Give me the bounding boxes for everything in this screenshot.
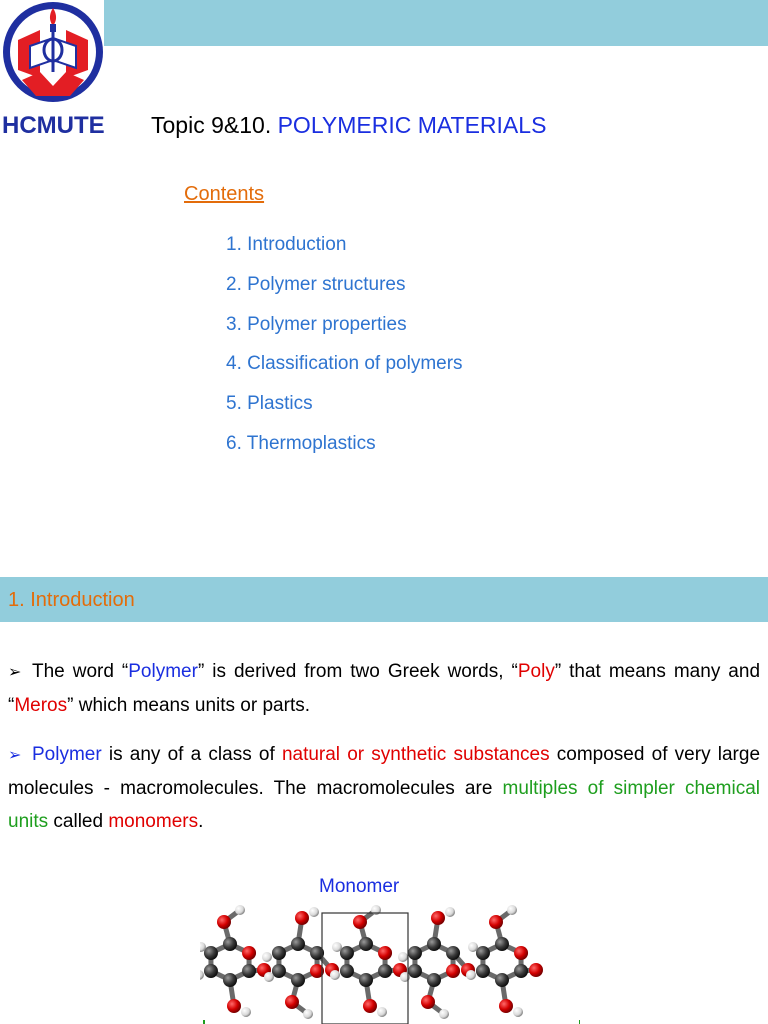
atom — [340, 964, 354, 978]
atom — [309, 907, 319, 917]
atom — [359, 937, 373, 951]
text-run: The word “ — [32, 661, 129, 682]
atom — [272, 964, 286, 978]
atom — [291, 973, 305, 987]
term-natural-synthetic: natural or synthetic substances — [281, 744, 550, 765]
atom — [513, 1007, 523, 1017]
table-of-contents — [226, 233, 463, 472]
atom — [241, 1007, 251, 1017]
term-monomers: monomers — [108, 811, 199, 832]
atom — [295, 911, 309, 925]
atom — [495, 973, 509, 987]
atom — [272, 946, 286, 960]
atom — [340, 946, 354, 960]
toc-item: 2. Polymer structures — [226, 273, 406, 295]
atom — [427, 937, 441, 951]
topic-title: POLYMERIC MATERIALS — [277, 112, 547, 138]
text-run: composed of very large molecules - macromolecules. The macromolecules are — [8, 744, 761, 799]
atom — [377, 1007, 387, 1017]
atom — [466, 970, 476, 980]
bullet-arrow-icon: ➢ — [8, 664, 22, 681]
atom — [291, 937, 305, 951]
text-run: is any of a class of — [101, 744, 282, 765]
text-run: . — [198, 811, 204, 832]
toc-item: 4. Classification of polymers — [226, 353, 463, 375]
atom — [378, 946, 392, 960]
term-polymer: Polymer — [128, 661, 198, 682]
atom — [353, 915, 367, 929]
atom — [408, 946, 422, 960]
university-logo — [0, 0, 106, 104]
monomer-label: Monomer — [319, 876, 400, 897]
atom — [431, 911, 445, 925]
atom — [200, 970, 204, 980]
atom — [468, 942, 478, 952]
header-band — [104, 0, 768, 46]
logo-text: HCMUTE — [2, 112, 105, 139]
term-polymer: Polymer — [32, 744, 102, 765]
atom — [529, 963, 543, 977]
atom — [262, 952, 272, 962]
text-run: ” that means many and “ — [8, 661, 761, 716]
page-title — [151, 112, 546, 139]
text-run: ” is derived from two Greek words, “ — [197, 661, 518, 682]
atom — [235, 905, 245, 915]
topic-prefix: Topic 9&10 — [151, 112, 265, 138]
atom — [363, 999, 377, 1013]
atom — [359, 973, 373, 987]
atom — [242, 964, 256, 978]
atom — [476, 964, 490, 978]
term-poly: Poly — [517, 661, 555, 682]
topic-separator: . — [264, 112, 278, 138]
atom — [489, 915, 503, 929]
toc-item: 3. Polymer properties — [226, 313, 407, 335]
atom — [476, 946, 490, 960]
term-meros: Meros — [14, 695, 68, 716]
atom — [398, 952, 408, 962]
atom — [446, 946, 460, 960]
atom — [223, 937, 237, 951]
atom — [223, 973, 237, 987]
section-title: 1. Introduction — [8, 589, 135, 611]
atom — [408, 964, 422, 978]
atom — [427, 973, 441, 987]
atom — [378, 964, 392, 978]
bullet-arrow-icon: ➢ — [8, 747, 22, 764]
atom — [446, 964, 460, 978]
atom — [439, 1009, 449, 1019]
atom — [514, 946, 528, 960]
bullet-paragraph-1 — [8, 655, 760, 722]
atom — [332, 942, 342, 952]
atom — [421, 995, 435, 1009]
atom — [204, 964, 218, 978]
atom — [227, 999, 241, 1013]
atom — [330, 970, 340, 980]
atom — [445, 907, 455, 917]
atom — [285, 995, 299, 1009]
atom — [499, 999, 513, 1013]
atom — [303, 1009, 313, 1019]
contents-heading: Contents — [184, 183, 265, 205]
toc-item: 1. Introduction — [226, 234, 347, 255]
atom — [264, 972, 274, 982]
atom — [242, 946, 256, 960]
atom — [495, 937, 509, 951]
atom — [217, 915, 231, 929]
bullet-paragraph-2 — [8, 738, 760, 838]
toc-item: 6. Thermoplastics — [226, 432, 376, 454]
atom — [507, 905, 517, 915]
atom — [204, 946, 218, 960]
toc-item: 5. Plastics — [226, 393, 313, 415]
text-run: called — [48, 811, 109, 832]
term-multiples: multiples of simpler chemical units — [8, 778, 761, 832]
atom — [514, 964, 528, 978]
text-run: ” which means units or parts. — [67, 695, 310, 716]
polymer-chain-image — [200, 898, 580, 1024]
